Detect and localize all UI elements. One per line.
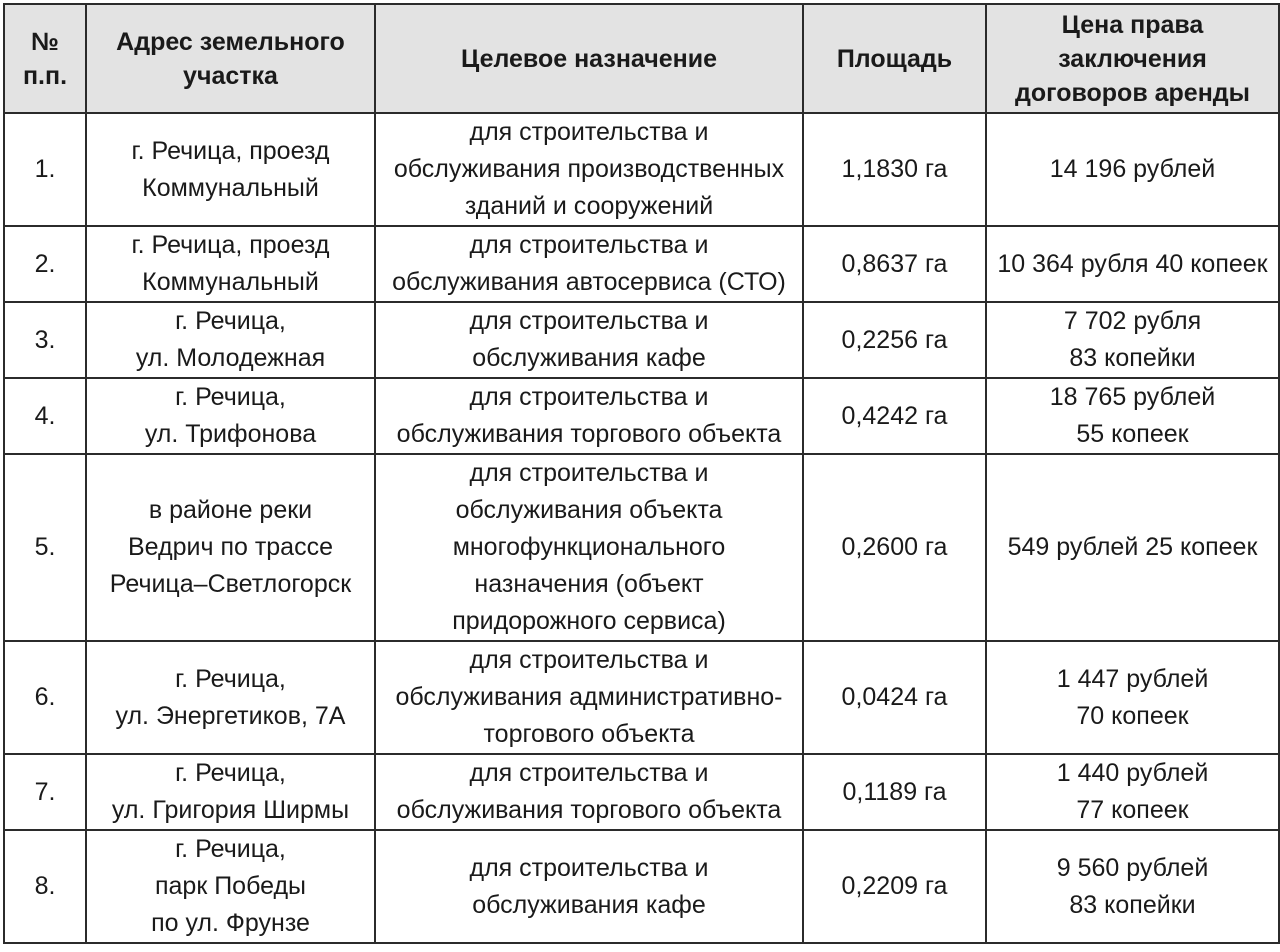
row-purpose: для строительства и обслуживания административно- торгового объекта xyxy=(375,641,803,754)
header-area: Площадь xyxy=(803,4,986,113)
row-price: 1 440 рублей 77 копеек xyxy=(986,754,1279,830)
row-price: 9 560 рублей 83 копейки xyxy=(986,830,1279,943)
row-number: 7. xyxy=(4,754,86,830)
row-price: 10 364 рубля 40 копеек xyxy=(986,226,1279,302)
table-row xyxy=(4,302,1279,378)
row-price: 549 рублей 25 копеек xyxy=(986,454,1279,641)
header-purpose: Целевое назначение xyxy=(375,4,803,113)
row-number: 8. xyxy=(4,830,86,943)
row-purpose: для строительства и обслуживания автосервиса (СТО) xyxy=(375,226,803,302)
land-lease-table xyxy=(3,3,1280,944)
row-address: г. Речица, проезд Коммунальный xyxy=(86,113,375,226)
row-purpose: для строительства и обслуживания объекта многофункционального назначения (объект придорожного сервиса) xyxy=(375,454,803,641)
row-number: 3. xyxy=(4,302,86,378)
row-area: 0,0424 га xyxy=(803,641,986,754)
table-row xyxy=(4,454,1279,641)
row-purpose: для строительства и обслуживания производственных зданий и сооружений xyxy=(375,113,803,226)
row-number: 2. xyxy=(4,226,86,302)
table-row xyxy=(4,641,1279,754)
row-purpose: для строительства и обслуживания кафе xyxy=(375,302,803,378)
header-row xyxy=(4,4,1279,113)
row-address: г. Речица, ул. Молодежная xyxy=(86,302,375,378)
row-address: г. Речица, парк Победы по ул. Фрунзе xyxy=(86,830,375,943)
row-area: 0,1189 га xyxy=(803,754,986,830)
row-number: 6. xyxy=(4,641,86,754)
row-area: 0,4242 га xyxy=(803,378,986,454)
row-price: 14 196 рублей xyxy=(986,113,1279,226)
row-price: 7 702 рубля 83 копейки xyxy=(986,302,1279,378)
table-row xyxy=(4,754,1279,830)
row-area: 0,8637 га xyxy=(803,226,986,302)
table-row xyxy=(4,226,1279,302)
row-area: 0,2209 га xyxy=(803,830,986,943)
header-price: Цена права заключения договоров аренды xyxy=(986,4,1279,113)
row-price: 1 447 рублей 70 копеек xyxy=(986,641,1279,754)
row-area: 0,2600 га xyxy=(803,454,986,641)
table-row xyxy=(4,378,1279,454)
table-row xyxy=(4,113,1279,226)
table-row xyxy=(4,830,1279,943)
row-address: г. Речица, ул. Энергетиков, 7А xyxy=(86,641,375,754)
row-number: 5. xyxy=(4,454,86,641)
row-number: 4. xyxy=(4,378,86,454)
row-purpose: для строительства и обслуживания торгового объекта xyxy=(375,754,803,830)
row-address: в районе реки Ведрич по трассе Речица–Светлогорск xyxy=(86,454,375,641)
row-address: г. Речица, проезд Коммунальный xyxy=(86,226,375,302)
row-price: 18 765 рублей 55 копеек xyxy=(986,378,1279,454)
row-area: 0,2256 га xyxy=(803,302,986,378)
header-address: Адрес земельного участка xyxy=(86,4,375,113)
row-address: г. Речица, ул. Трифонова xyxy=(86,378,375,454)
row-area: 1,1830 га xyxy=(803,113,986,226)
row-purpose: для строительства и обслуживания торгового объекта xyxy=(375,378,803,454)
row-number: 1. xyxy=(4,113,86,226)
row-purpose: для строительства и обслуживания кафе xyxy=(375,830,803,943)
header-number: № п.п. xyxy=(4,4,86,113)
row-address: г. Речица, ул. Григория Ширмы xyxy=(86,754,375,830)
